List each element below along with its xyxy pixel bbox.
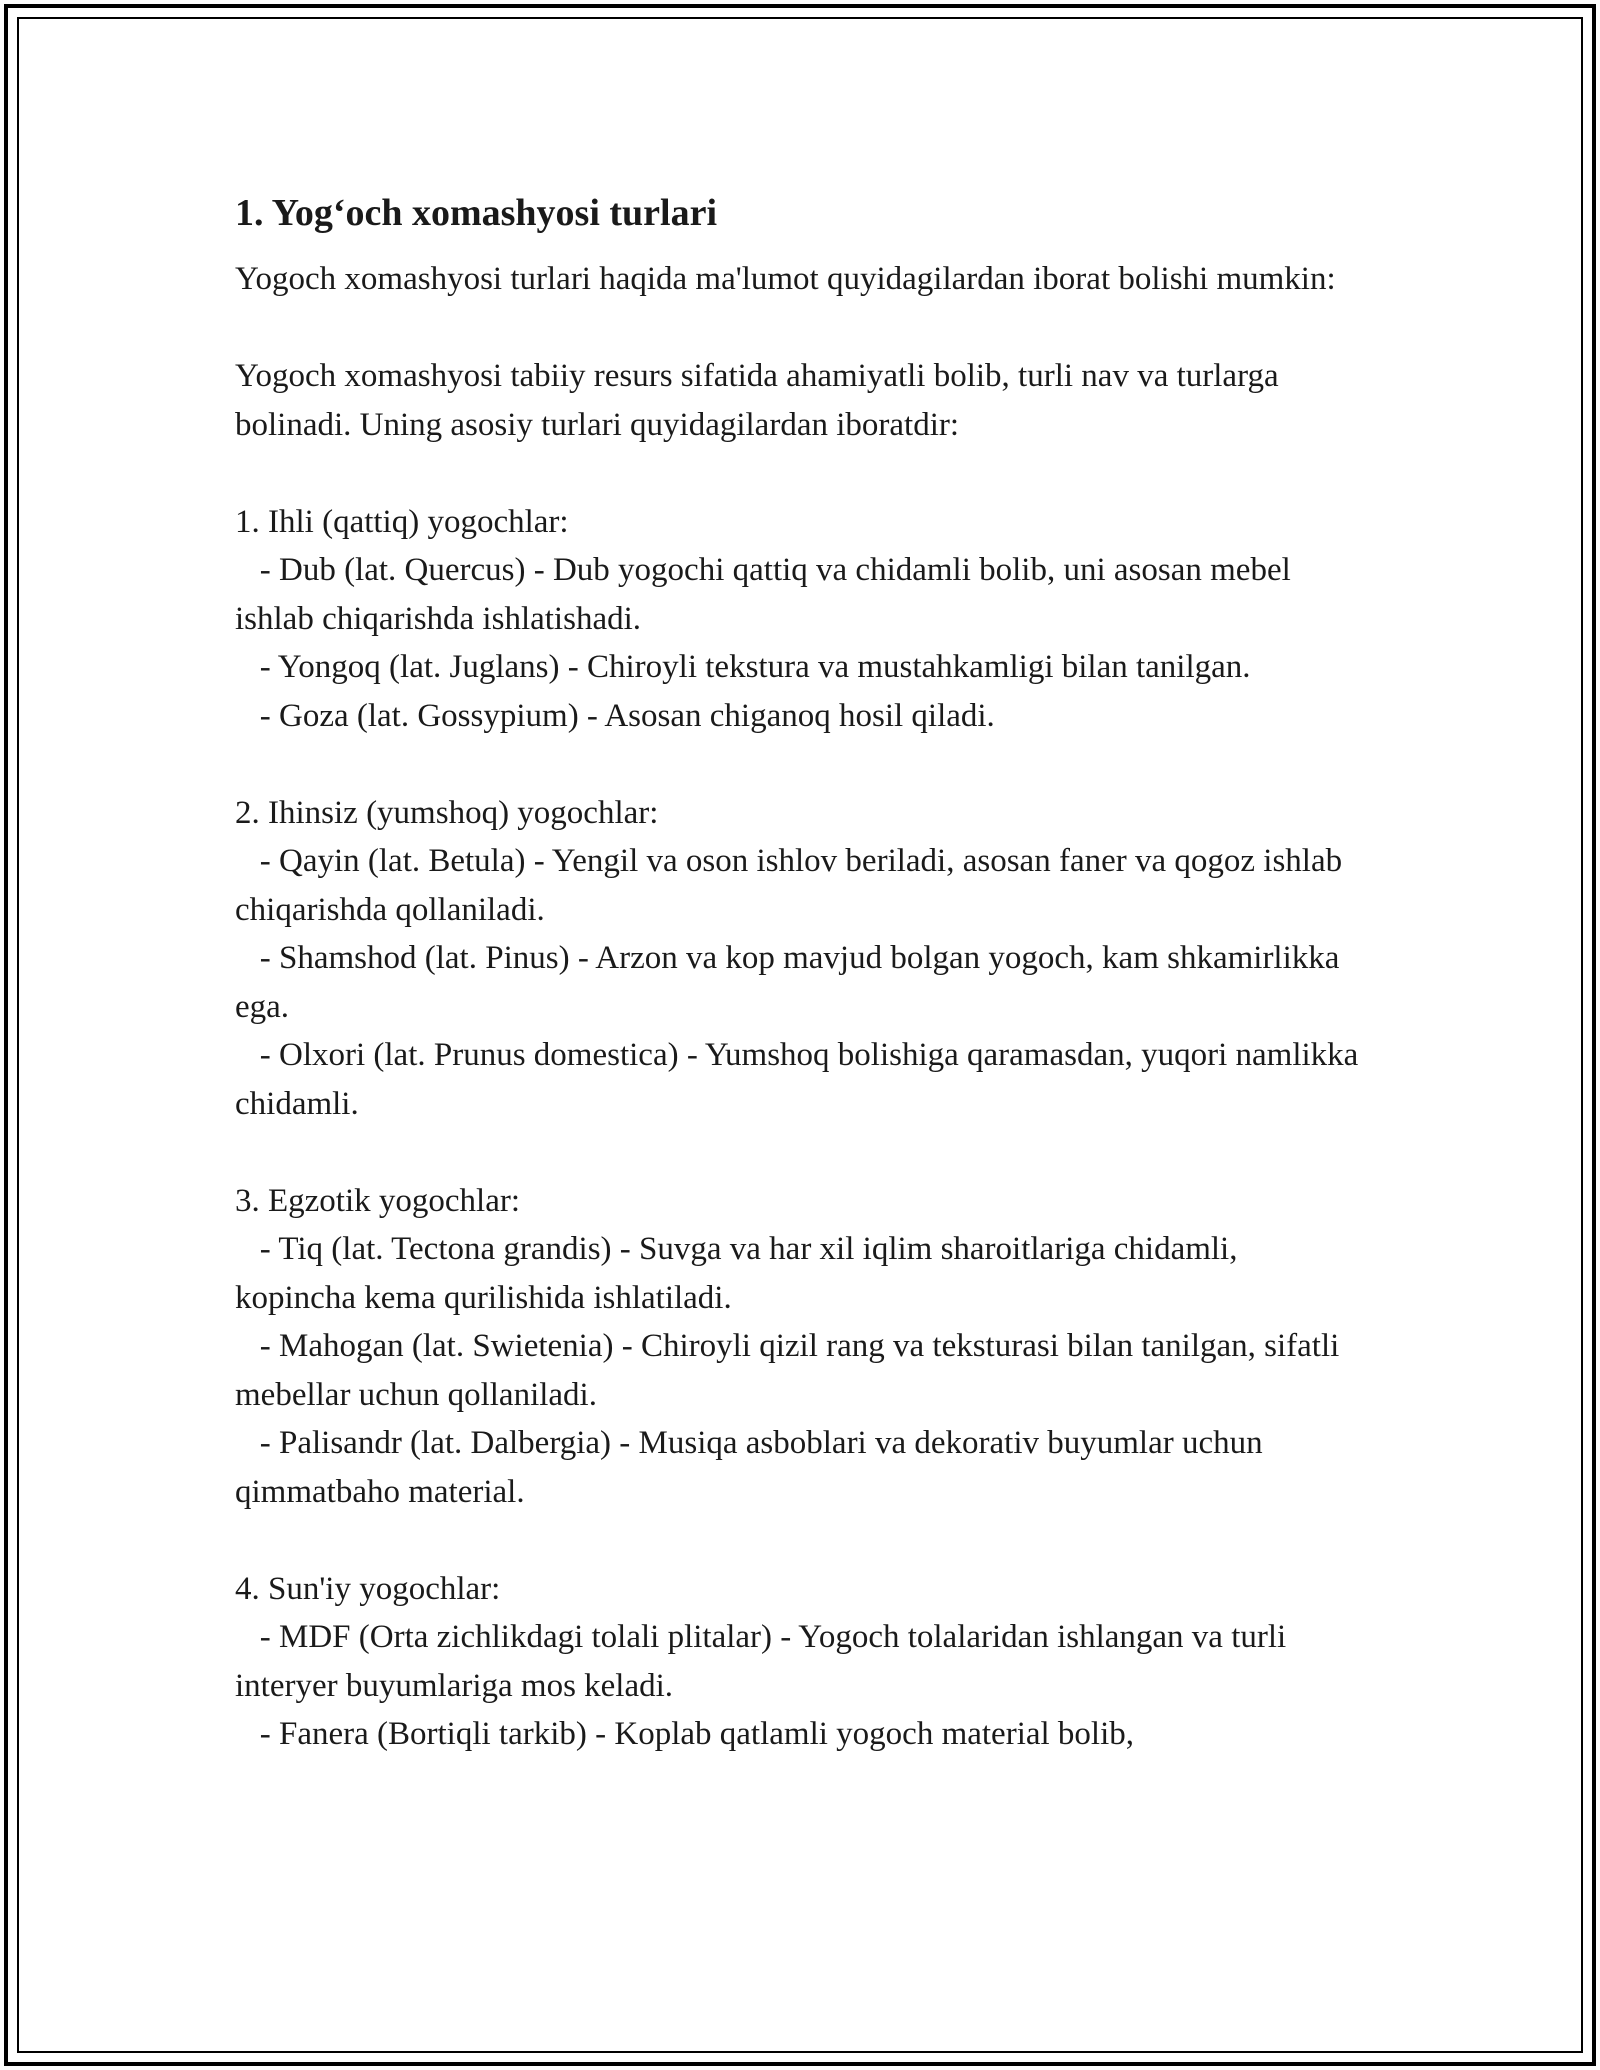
- list-item: - Palisandr (lat. Dalbergia) - Musiqa asboblari va dekorativ buyumlar uchun qimmatbaho material.: [235, 1425, 1263, 1510]
- list-item: - MDF (Orta zichlikdagi tolali plitalar) - Yogoch tolalaridan ishlangan va turli interyer buyumlariga mos keladi.: [235, 1619, 1287, 1704]
- list-item: - Goza (lat. Gossypium) - Asosan chiganoq hosil qiladi.: [259, 697, 995, 734]
- intro-paragraph: Yogoch xomashyosi turlari haqida ma'lumot quyidagilardan iborat bolishi mumkin:: [235, 261, 1336, 297]
- list-item: - Tiq (lat. Tectona grandis) - Suvga va har xil iqlim sharoitlariga chidamli, kopincha kema qurilishida ishlatiladi.: [235, 1231, 1238, 1316]
- document-body: [235, 185, 1365, 1759]
- list-item: - Yongoq (lat. Juglans) - Chiroyli tekstura va mustahkamligi bilan tanilgan.: [259, 649, 1251, 685]
- section-heading: 2. Ihinsiz (yumshoq) yogochlar:: [235, 794, 659, 831]
- list-item: - Mahogan (lat. Swietenia) - Chiroyli qizil rang va teksturasi bilan tanilgan, sifatli mebellar uchun qollaniladi.: [235, 1328, 1340, 1413]
- overview-paragraph: Yogoch xomashyosi tabiiy resurs sifatida ahamiyatli bolib, turli nav va turlarga bolinadi. Uning asosiy turlari quyidagilardan iboratdir:: [235, 358, 1279, 443]
- list-item: - Qayin (lat. Betula) - Yengil va oson ishlov beriladi, asosan faner va qogoz ishlab chiqarishda qollaniladi.: [235, 843, 1343, 928]
- list-item: - Fanera (Bortiqli tarkib) - Koplab qatlamli yogoch material bolib,: [259, 1716, 1135, 1752]
- section-heading: 1. Ihli (qattiq) yogochlar:: [235, 503, 569, 540]
- section-hard-wood: [235, 498, 1365, 741]
- section-exotic-wood: [235, 1177, 1365, 1517]
- list-item: - Dub (lat. Quercus) - Dub yogochi qattiq va chidamli bolib, uni asosan mebel ishlab chiqarishda ishlatishadi.: [235, 552, 1291, 637]
- section-artificial-wood: [235, 1565, 1365, 1759]
- section-heading: 3. Egzotik yogochlar:: [235, 1182, 521, 1219]
- document-title: 1. Yog‘och xomashyosi turlari: [235, 192, 718, 234]
- list-item: - Olxori (lat. Prunus domestica) - Yumshoq bolishiga qaramasdan, yuqori namlikka chidamli.: [235, 1037, 1359, 1122]
- list-item: - Shamshod (lat. Pinus) - Arzon va kop mavjud bolgan yogoch, kam shkamirlikka ega.: [235, 940, 1340, 1025]
- section-soft-wood: [235, 789, 1365, 1129]
- section-heading: 4. Sun'iy yogochlar:: [235, 1570, 501, 1607]
